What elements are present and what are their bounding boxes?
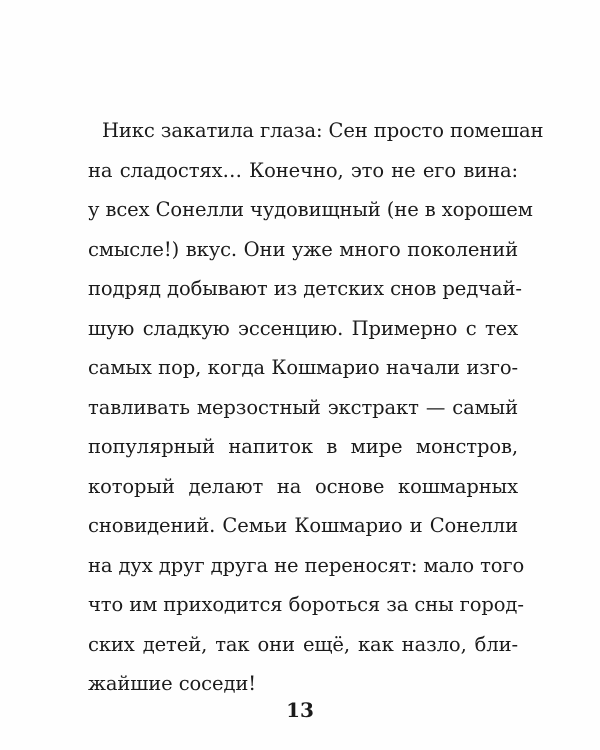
- text-line-15: жайшие соседи!: [88, 672, 256, 695]
- text-line-2: на сладостях… Конечно, это не его вина:: [88, 158, 518, 182]
- text-line-13: что им приходится бороться за сны город-: [88, 593, 524, 616]
- text-line-11: сновидений. Семьи Кошмарио и Сонелли: [88, 514, 518, 537]
- text-line-12: на дух друг друга не переносят: мало того: [88, 553, 525, 577]
- text-line-9: популярный напиток в мире монстров,: [88, 435, 518, 458]
- body-text: [88, 111, 544, 704]
- text-line-3: у всех Сонелли чудовищный (не в хорошем: [88, 198, 533, 221]
- page-number: 13: [286, 698, 314, 722]
- text-line-7: самых пор, когда Кошмарио начали изго-: [88, 356, 518, 379]
- text-line-6: шую сладкую эссенцию. Примерно с тех: [88, 316, 518, 340]
- text-line-1: Никс закатила глаза: Сен просто помешан: [102, 119, 544, 142]
- text-line-4: смысле!) вкус. Они уже много поколений: [88, 237, 518, 261]
- text-line-8: тавливать мерзостный экстракт — самый: [88, 395, 518, 419]
- text-line-14: ских детей, так они ещё, как назло, бли-: [88, 632, 518, 656]
- text-line-10: который делают на основе кошмарных: [88, 474, 518, 498]
- text-line-5: подряд добывают из детских снов редчай-: [88, 277, 522, 300]
